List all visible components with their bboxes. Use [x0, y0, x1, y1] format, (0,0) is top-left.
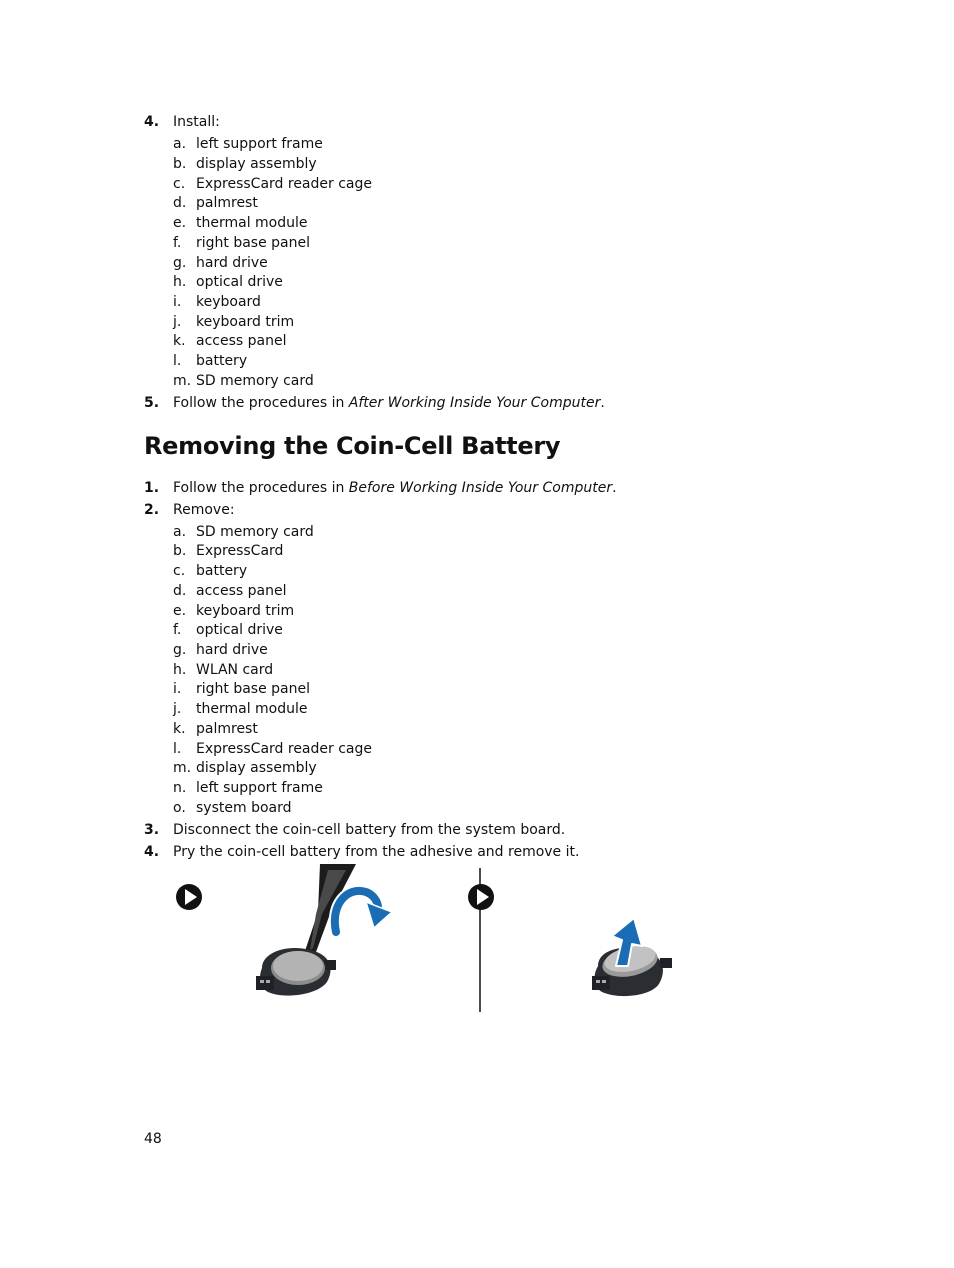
play-circle-icon [176, 884, 202, 910]
step-label: Remove: [173, 502, 235, 518]
item-text: hard drive [196, 255, 268, 271]
step-number: 3. [144, 822, 160, 838]
item-letter: c. [173, 176, 186, 192]
procedure-link-text: After Working Inside Your Computer [348, 395, 601, 411]
item-text: ExpressCard reader cage [196, 176, 372, 192]
item-letter: j. [173, 314, 182, 330]
step-text-after: . [612, 480, 617, 496]
step-text-after: . [600, 395, 605, 411]
play-circle-icon [468, 884, 494, 910]
item-text: thermal module [196, 215, 308, 231]
item-letter: k. [173, 721, 186, 737]
item-text: hard drive [196, 642, 268, 658]
item-letter: a. [173, 136, 187, 152]
item-text: keyboard trim [196, 314, 295, 330]
item-letter: k. [173, 333, 186, 349]
step-number: 4. [144, 114, 160, 130]
item-text: access panel [196, 333, 287, 349]
section-title: Removing the Coin-Cell Battery [144, 432, 561, 460]
item-letter: a. [173, 524, 187, 540]
item-letter: o. [173, 800, 186, 816]
item-text: optical drive [196, 622, 283, 638]
item-text: SD memory card [196, 373, 314, 389]
item-text: SD memory card [196, 524, 314, 540]
page-number: 48 [144, 1131, 162, 1147]
coin-cell-holder [256, 948, 336, 996]
item-letter: f. [173, 622, 182, 638]
item-text: ExpressCard [196, 543, 284, 559]
item-text: display assembly [196, 760, 317, 776]
step-number: 2. [144, 502, 160, 518]
item-letter: l. [173, 353, 182, 369]
step-text-before: Follow the procedures in [173, 395, 349, 411]
item-letter: i. [173, 294, 182, 310]
step-number: 1. [144, 480, 160, 496]
item-letter: n. [173, 780, 187, 796]
item-text: ExpressCard reader cage [196, 741, 372, 757]
step-text [173, 478, 617, 498]
step-number: 5. [144, 395, 160, 411]
item-text: palmrest [196, 195, 258, 211]
item-letter: b. [173, 543, 187, 559]
item-text: keyboard [196, 294, 261, 310]
item-letter: g. [173, 255, 187, 271]
item-letter: d. [173, 583, 187, 599]
step-label: Install: [173, 114, 220, 130]
item-text: battery [196, 563, 248, 579]
item-letter: b. [173, 156, 187, 172]
item-letter: g. [173, 642, 187, 658]
item-letter: c. [173, 563, 186, 579]
item-letter: m. [173, 760, 192, 776]
figure-panel-pry [170, 864, 410, 1014]
step-text [173, 393, 605, 413]
step-text-before: Follow the procedures in [173, 480, 349, 496]
item-text: optical drive [196, 274, 283, 290]
item-letter: j. [173, 701, 182, 717]
item-text: thermal module [196, 701, 308, 717]
item-text: right base panel [196, 681, 311, 697]
step-text: Disconnect the coin-cell battery from the system board. [173, 822, 566, 838]
item-letter: f. [173, 235, 182, 251]
item-text: palmrest [196, 721, 258, 737]
step-number: 4. [144, 844, 160, 860]
item-text: system board [196, 800, 292, 816]
item-letter: e. [173, 603, 187, 619]
item-text: left support frame [196, 780, 323, 796]
rotate-arrow-icon [335, 891, 392, 932]
item-letter: h. [173, 274, 187, 290]
item-text: battery [196, 353, 248, 369]
item-letter: d. [173, 195, 187, 211]
item-letter: e. [173, 215, 187, 231]
item-letter: h. [173, 662, 187, 678]
figure-panel-remove [460, 864, 700, 1014]
coin-cell-holder [592, 942, 672, 996]
item-text: access panel [196, 583, 287, 599]
item-letter: m. [173, 373, 192, 389]
item-letter: i. [173, 681, 182, 697]
procedure-link-text: Before Working Inside Your Computer [348, 480, 613, 496]
item-text: WLAN card [196, 662, 274, 678]
scribe-tool [302, 864, 356, 960]
step-text: Pry the coin-cell battery from the adhesive and remove it. [173, 844, 580, 860]
item-text: left support frame [196, 136, 323, 152]
item-text: right base panel [196, 235, 311, 251]
item-text: keyboard trim [196, 603, 295, 619]
item-text: display assembly [196, 156, 317, 172]
item-letter: l. [173, 741, 182, 757]
